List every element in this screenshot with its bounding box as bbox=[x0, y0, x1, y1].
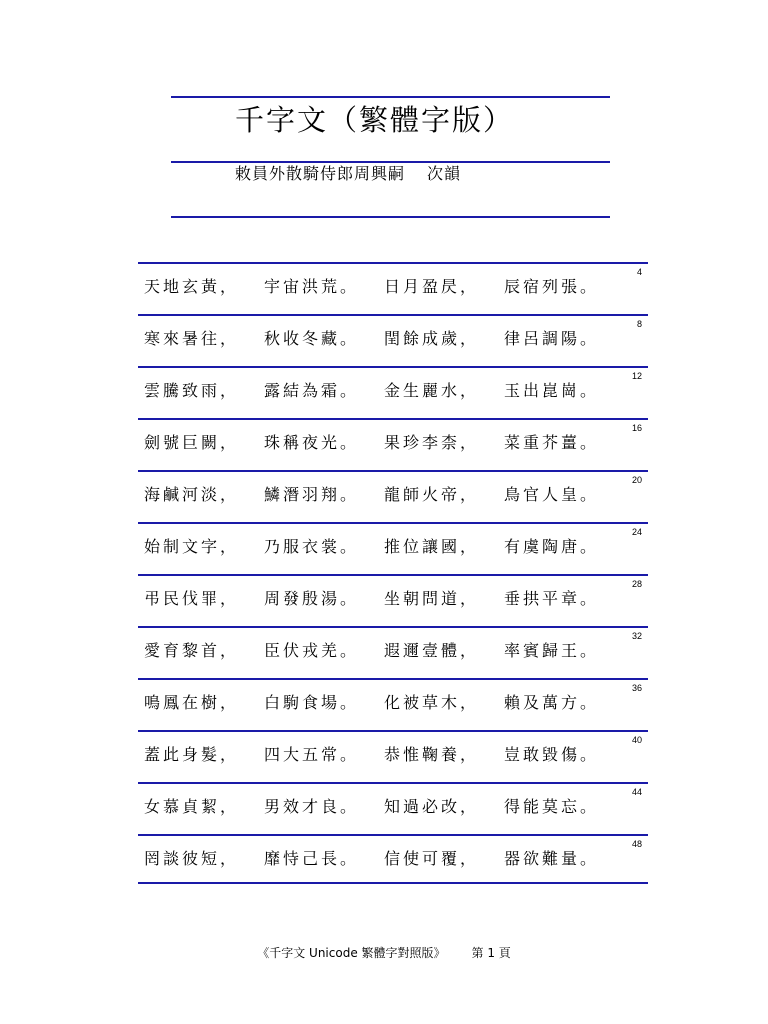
verse-phrase: 豈敢毀傷。 bbox=[504, 745, 600, 764]
line-count: 36 bbox=[631, 683, 642, 693]
verse-phrase: 弔民伐罪， bbox=[144, 589, 240, 608]
verse-phrase: 寒來暑往， bbox=[144, 329, 240, 348]
verse-phrase: 男效才良。 bbox=[264, 797, 360, 816]
verse-phrase: 推位讓國， bbox=[384, 537, 480, 556]
verse-phrase: 垂拱平章。 bbox=[504, 589, 600, 608]
line-count: 40 bbox=[631, 735, 642, 745]
header-rule-top bbox=[171, 96, 610, 98]
verse-row bbox=[138, 470, 648, 522]
header-rule-middle bbox=[171, 161, 610, 163]
verse-phrase: 閏餘成歲， bbox=[384, 329, 480, 348]
verse-phrase: 菜重芥薑。 bbox=[504, 433, 600, 452]
verse-phrase: 律呂調陽。 bbox=[504, 329, 600, 348]
rhyme-note: 次韻 bbox=[427, 164, 462, 183]
verse-phrase: 臣伏戎羌。 bbox=[264, 641, 360, 660]
line-count: 32 bbox=[631, 631, 642, 641]
verse-phrase: 日月盈昃， bbox=[384, 277, 480, 296]
verse-row bbox=[138, 782, 648, 834]
page-number: 第 1 頁 bbox=[471, 946, 511, 960]
verse-phrase: 玉出崑崗。 bbox=[504, 381, 600, 400]
verse-phrase: 有虞陶唐。 bbox=[504, 537, 600, 556]
verse-phrase: 遐邇壹體， bbox=[384, 641, 480, 660]
verse-phrase: 信使可覆， bbox=[384, 849, 480, 868]
author-credit: 敕員外散騎侍郎周興嗣 bbox=[235, 164, 406, 183]
verse-phrase: 乃服衣裳。 bbox=[264, 537, 360, 556]
verse-phrase: 率賓歸王。 bbox=[504, 641, 600, 660]
verse-row bbox=[138, 366, 648, 418]
verse-phrase: 知過必改， bbox=[384, 797, 480, 816]
verse-phrase: 恭惟鞠養， bbox=[384, 745, 480, 764]
line-count: 24 bbox=[631, 527, 642, 537]
verse-phrase: 果珍李柰， bbox=[384, 433, 480, 452]
verse-table bbox=[138, 262, 648, 886]
table-bottom-rule bbox=[138, 882, 648, 884]
verse-phrase: 愛育黎首， bbox=[144, 641, 240, 660]
verse-phrase: 鳥官人皇。 bbox=[504, 485, 600, 504]
verse-phrase: 得能莫忘。 bbox=[504, 797, 600, 816]
verse-row bbox=[138, 678, 648, 730]
verse-phrase: 白駒食場。 bbox=[264, 693, 360, 712]
line-count: 44 bbox=[631, 787, 642, 797]
verse-phrase: 宇宙洪荒。 bbox=[264, 277, 360, 296]
verse-phrase: 化被草木， bbox=[384, 693, 480, 712]
verse-phrase: 露結為霜。 bbox=[264, 381, 360, 400]
verse-phrase: 鳴鳳在樹， bbox=[144, 693, 240, 712]
verse-phrase: 金生麗水， bbox=[384, 381, 480, 400]
verse-phrase: 天地玄黃， bbox=[144, 277, 240, 296]
verse-row bbox=[138, 262, 648, 314]
verse-phrase: 雲騰致雨， bbox=[144, 381, 240, 400]
line-count: 20 bbox=[631, 475, 642, 485]
verse-phrase: 始制文字， bbox=[144, 537, 240, 556]
verse-row bbox=[138, 574, 648, 626]
verse-phrase: 龍師火帝， bbox=[384, 485, 480, 504]
header-rule-bottom bbox=[171, 216, 610, 218]
line-count: 4 bbox=[636, 267, 642, 277]
verse-row bbox=[138, 522, 648, 574]
page-footer bbox=[0, 945, 768, 961]
line-count: 48 bbox=[631, 839, 642, 849]
verse-row bbox=[138, 626, 648, 678]
verse-phrase: 賴及萬方。 bbox=[504, 693, 600, 712]
line-count: 16 bbox=[631, 423, 642, 433]
verse-phrase: 罔談彼短， bbox=[144, 849, 240, 868]
verse-row bbox=[138, 834, 648, 886]
verse-phrase: 珠稱夜光。 bbox=[264, 433, 360, 452]
verse-phrase: 鱗潛羽翔。 bbox=[264, 485, 360, 504]
verse-phrase: 蓋此身髮， bbox=[144, 745, 240, 764]
line-count: 28 bbox=[631, 579, 642, 589]
verse-phrase: 辰宿列張。 bbox=[504, 277, 600, 296]
verse-phrase: 女慕貞絜， bbox=[144, 797, 240, 816]
verse-row bbox=[138, 314, 648, 366]
verse-phrase: 海鹹河淡， bbox=[144, 485, 240, 504]
verse-phrase: 周發殷湯。 bbox=[264, 589, 360, 608]
author-line bbox=[235, 164, 461, 184]
line-count: 8 bbox=[636, 319, 642, 329]
page-title: 千字文（繁體字版） bbox=[235, 103, 515, 137]
verse-phrase: 劍號巨闕， bbox=[144, 433, 240, 452]
line-count: 12 bbox=[631, 371, 642, 381]
footer-doc-title: 《千字文 Unicode 繁體字對照版》 bbox=[257, 946, 446, 960]
verse-phrase: 秋收冬藏。 bbox=[264, 329, 360, 348]
verse-phrase: 坐朝問道， bbox=[384, 589, 480, 608]
verse-row bbox=[138, 418, 648, 470]
verse-row bbox=[138, 730, 648, 782]
verse-phrase: 靡恃己長。 bbox=[264, 849, 360, 868]
verse-phrase: 器欲難量。 bbox=[504, 849, 600, 868]
verse-phrase: 四大五常。 bbox=[264, 745, 360, 764]
